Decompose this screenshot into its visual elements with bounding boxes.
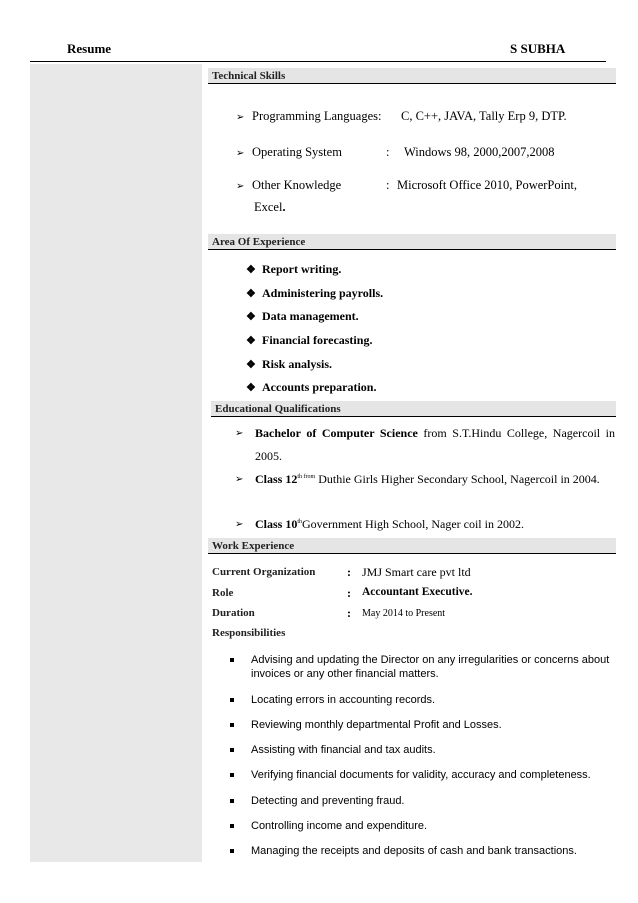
experience-item	[246, 333, 372, 348]
current-org-value: JMJ Smart care pvt ltd	[362, 565, 471, 579]
skill-value: Microsoft Office 2010, PowerPoint,	[397, 178, 577, 192]
skill-colon: :	[386, 145, 390, 159]
responsibility-item: Managing the receipts and deposits of cash and bank transactions.	[230, 844, 615, 858]
arrow-bullet-icon: ➢	[235, 474, 244, 485]
responsibility-item: Detecting and preventing fraud.	[230, 794, 615, 808]
responsibility-item: Assisting with financial and tax audits.	[230, 743, 615, 757]
experience-item	[246, 380, 376, 395]
sidebar-panel	[30, 64, 202, 862]
square-bullet-icon	[230, 658, 234, 662]
skill-row-programming	[236, 108, 382, 126]
education-heading: Educational Qualifications	[211, 401, 616, 417]
duration-value: May 2014 to Present	[362, 608, 446, 619]
responsibility-item: Reviewing monthly departmental Profit and Losses.	[230, 718, 615, 732]
experience-text: Accounts preparation.	[262, 380, 377, 394]
experience-text: Report writing.	[262, 262, 342, 276]
colon: :	[347, 586, 351, 600]
skill-value-cont: Excel	[254, 200, 283, 214]
responsibility-item: Controlling income and expenditure.	[230, 819, 615, 833]
square-bullet-icon	[230, 698, 234, 702]
header-rule	[30, 61, 606, 62]
education-degree: Bachelor of Computer Science	[255, 426, 418, 440]
education-degree: Class 10	[255, 517, 298, 531]
skill-row-other	[236, 177, 341, 195]
candidate-name: S SUBHA	[510, 41, 566, 56]
experience-item	[246, 286, 383, 301]
experience-text: Administering payrolls.	[262, 286, 384, 300]
current-org-label: Current Organization	[212, 566, 316, 578]
education-detail: Duthie Girls Higher Secondary School, Nagercoil in 2004.	[315, 472, 600, 486]
experience-text: Financial forecasting.	[262, 333, 373, 347]
experience-text: Data management.	[262, 309, 359, 323]
education-superscript: th	[297, 519, 303, 525]
diamond-bullet-icon: ❖	[246, 264, 256, 276]
skill-value-continued	[254, 199, 286, 215]
education-detail: from S.T.Hindu College, Nagercoil in 2005.	[255, 426, 615, 463]
experience-item	[246, 309, 359, 324]
diamond-bullet-icon: ❖	[246, 335, 256, 347]
arrow-bullet-icon: ➢	[236, 181, 245, 192]
role-value: Accountant Executive.	[362, 586, 473, 598]
skill-value: Windows 98, 2000,2007,2008	[404, 145, 555, 159]
technical-skills-heading: Technical Skills	[208, 68, 616, 84]
resume-label: Resume	[67, 41, 112, 56]
education-item	[235, 468, 615, 491]
diamond-bullet-icon: ❖	[246, 311, 256, 323]
duration-label: Duration	[212, 607, 255, 619]
skill-value-end: .	[282, 200, 286, 214]
education-item	[235, 422, 615, 468]
role-label: Role	[212, 587, 234, 599]
work-heading: Work Experience	[208, 538, 616, 554]
skill-label: Other Knowledge	[252, 178, 342, 192]
skill-row-os	[236, 144, 342, 162]
skill-label: Operating System	[252, 145, 342, 159]
square-bullet-icon	[230, 799, 234, 803]
responsibility-item: Verifying financial documents for validity, accuracy and completeness.	[230, 768, 615, 782]
diamond-bullet-icon: ❖	[246, 359, 256, 371]
responsibility-item: Locating errors in accounting records.	[230, 693, 615, 707]
experience-item	[246, 262, 341, 277]
diamond-bullet-icon: ❖	[246, 382, 256, 394]
skill-label: Programming Languages:	[252, 109, 382, 123]
skill-colon: :	[386, 178, 390, 192]
experience-heading: Area Of Experience	[208, 234, 616, 250]
arrow-bullet-icon: ➢	[235, 428, 244, 439]
skill-value: C, C++, JAVA, Tally Erp 9, DTP.	[401, 109, 567, 123]
education-superscript: th from	[297, 474, 316, 480]
diamond-bullet-icon: ❖	[246, 288, 256, 300]
square-bullet-icon	[230, 748, 234, 752]
arrow-bullet-icon: ➢	[236, 148, 245, 159]
responsibility-item: Advising and updating the Director on any irregularities or concerns about invoices or any other financial matters.	[230, 653, 615, 681]
education-degree: Class 12	[255, 472, 298, 486]
square-bullet-icon	[230, 824, 234, 828]
square-bullet-icon	[230, 773, 234, 777]
experience-item	[246, 357, 332, 372]
experience-text: Risk analysis.	[262, 357, 333, 371]
responsibilities-label: Responsibilities	[212, 627, 286, 639]
education-detail: Government High School, Nager coil in 2002.	[302, 517, 524, 531]
square-bullet-icon	[230, 849, 234, 853]
education-item	[235, 513, 615, 536]
colon: :	[347, 565, 351, 579]
square-bullet-icon	[230, 723, 234, 727]
arrow-bullet-icon: ➢	[236, 112, 245, 123]
arrow-bullet-icon: ➢	[235, 519, 244, 530]
colon: :	[347, 606, 351, 620]
